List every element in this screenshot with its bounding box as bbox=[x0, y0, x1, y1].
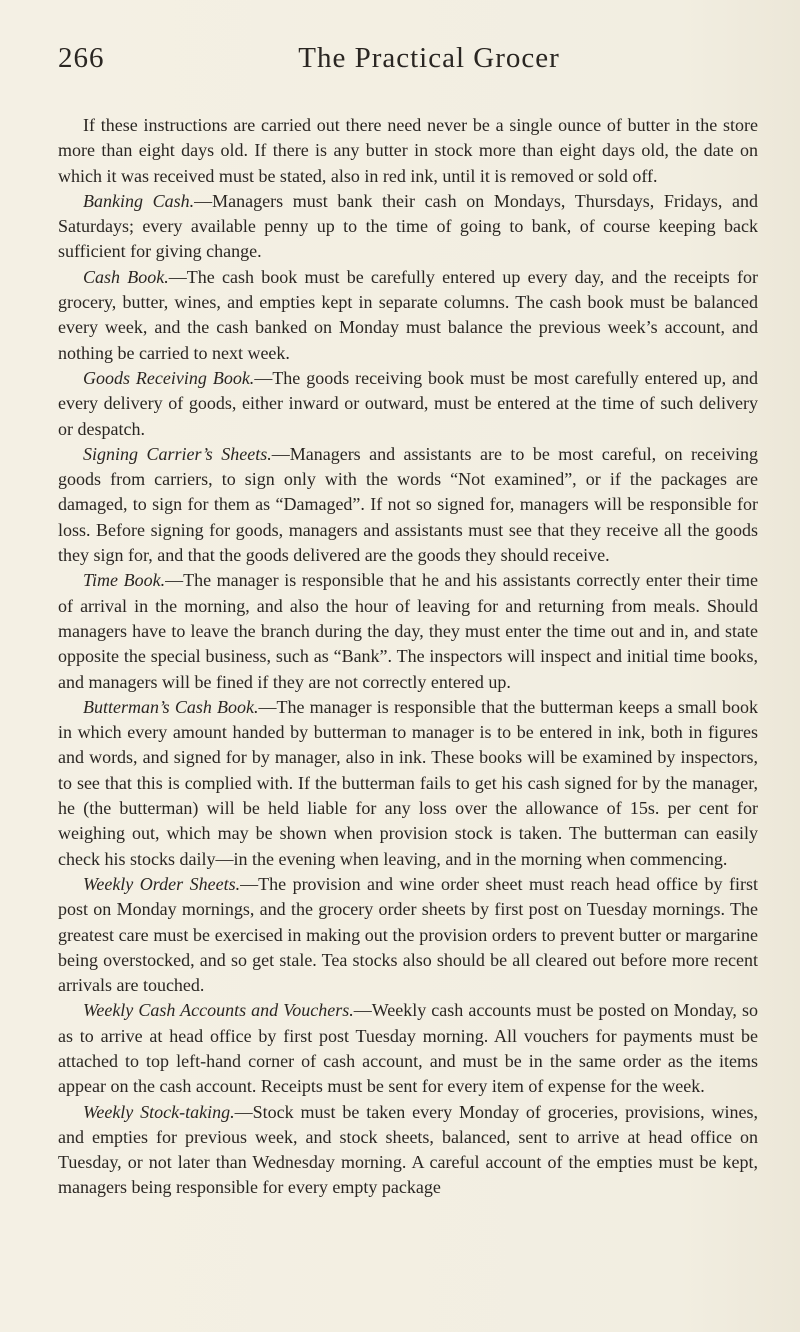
section-heading: Weekly Cash Accounts and Vouchers. bbox=[83, 1000, 354, 1021]
section-text: —The cash book must be carefully entered up every day, and the receipts for grocery, butter, wines, and empties kept in separate columns. The cash book must be balanced every week, and the cash banked on Monday must balance the previous week’s account, and nothing be carried to next week. bbox=[58, 266, 758, 363]
page-number: 266 bbox=[58, 42, 105, 74]
section-text: —The goods receiving book must be most carefully entered up, and every delivery of goods, either inward or outward, must be entered at the time of such delivery or despatch. bbox=[58, 367, 758, 439]
section-text: —The manager is responsible that the butterman keeps a small book in which every amount handed by butterman to manager is to be entered in ink, both in figures and words, and signed for by manager, also in ink. These books will be examined by inspectors, to see that this is complied with. If the butterman fails to get his cash signed for by the manager, he (the butterman) will be held liable for any loss over the allowance of 15s. per cent for weighing out, which may be shown when provision stock is taken. The butterman can easily check his stocks daily—in the evening when leaving, and in the morning when commencing. bbox=[58, 696, 758, 869]
body-text bbox=[58, 113, 758, 1201]
section-cash-book bbox=[58, 265, 758, 366]
section-heading: Weekly Order Sheets. bbox=[83, 873, 241, 894]
section-heading: Time Book. bbox=[83, 570, 166, 591]
section-text: —The manager is responsible that he and his assistants correctly enter their time of arrival in the morning, and also the hour of leaving for and returning from meals. Should managers have to leave the branch during the day, they must enter the time out and in, and state opposite the special business, such as “Bank”. The inspectors will inspect and initial time books, and managers will be fined if they are not correctly entered up. bbox=[58, 570, 758, 692]
section-text: —Managers and assistants are to be most careful, on receiving goods from carriers, to sign only with the words “Not examined”, or if the packages are damaged, to sign for them as “Damaged”. If not so signed for, managers will be responsible for loss. Before signing for goods, managers and assistants must see that they receive all the goods they sign for, and that the goods delivered are the goods they should receive. bbox=[58, 443, 758, 566]
section-time-book bbox=[58, 568, 758, 694]
section-heading: Signing Carrier’s Sheets. bbox=[83, 443, 272, 464]
section-weekly-cash-accounts bbox=[58, 998, 758, 1099]
section-heading: Weekly Stock-taking. bbox=[83, 1101, 235, 1122]
section-text: —Stock must be taken every Monday of groceries, provisions, wines, and empties for previous week, and stock sheets, balanced, sent to arrive at head office on Tuesday, or not later than Wednesday morning. A careful account of the empties must be kept, managers being responsible for every empty package bbox=[58, 1101, 759, 1198]
section-heading: Banking Cash. bbox=[83, 190, 195, 211]
section-heading: Goods Receiving Book. bbox=[83, 367, 255, 388]
section-text: —The provision and wine order sheet must reach head office by first post on Monday mornings, and the grocery order sheets by first post on Tuesday mornings. The greatest care must be exercised in making out the provision orders to prevent butter or margarine being overstocked, and so get stale. Tea stocks also should be all cleared out before more recent arrivals are touched. bbox=[58, 873, 758, 996]
intro-paragraph: If these instructions are carried out there need never be a single ounce of butter in the store more than eight days old. If there is any butter in stock more than eight days old, the date on which it was received must be stated, also in red ink, until it is removed or sold off. bbox=[58, 115, 758, 186]
section-goods-receiving-book bbox=[58, 366, 758, 442]
section-signing-carriers-sheets bbox=[58, 442, 758, 568]
section-heading: Butterman’s Cash Book. bbox=[83, 696, 259, 717]
section-heading: Cash Book. bbox=[83, 266, 169, 287]
page-header bbox=[58, 42, 760, 92]
running-title: The Practical Grocer bbox=[298, 42, 560, 74]
section-text: —Weekly cash accounts must be posted on Monday, so as to arrive at head office by first post Tuesday morning. All vouchers for payments must be attached to top left-hand corner of cash account, and must be in the same order as the items appear on the cash account. Receipts must be sent for every item of expense for the week. bbox=[58, 1000, 758, 1097]
section-text: —Managers must bank their cash on Mondays, Thursdays, Fridays, and Saturdays; every available penny up to the time of going to bank, of course keeping back sufficient for giving change. bbox=[58, 190, 758, 262]
section-weekly-stock-taking bbox=[58, 1100, 758, 1201]
section-banking-cash bbox=[58, 189, 758, 265]
section-buttermans-cash-book bbox=[58, 695, 758, 872]
section-weekly-order-sheets bbox=[58, 872, 758, 998]
